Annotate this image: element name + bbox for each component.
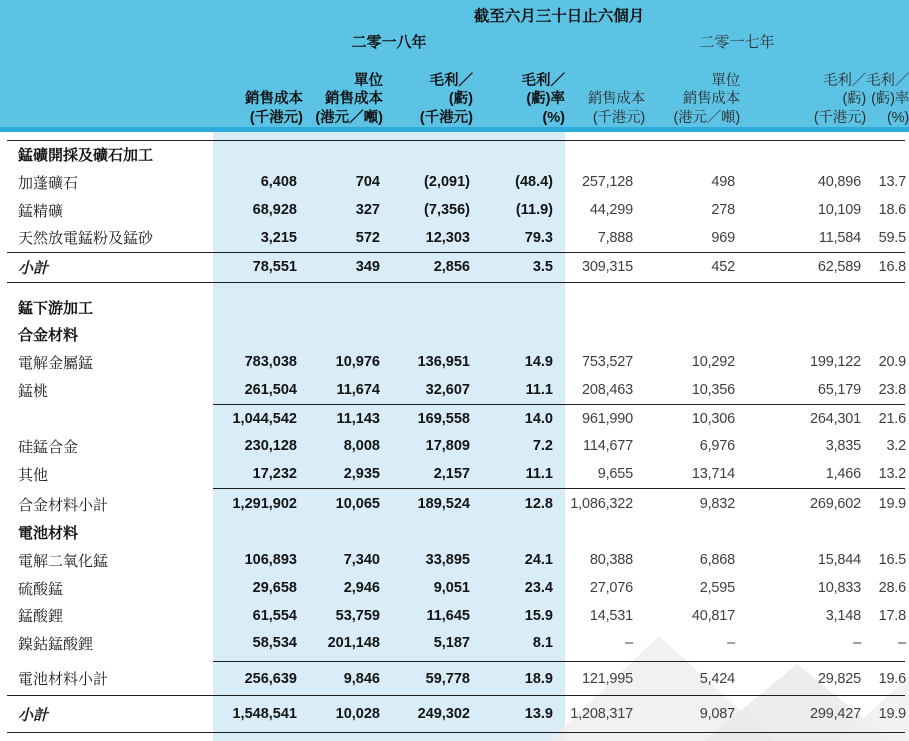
value-2017: 13,714 (691, 466, 735, 483)
value-2017: 10,356 (691, 382, 735, 399)
value-2018: 58,534 (252, 635, 297, 652)
value-2017: 5,424 (699, 670, 735, 687)
value-2018: 24.1 (524, 552, 553, 569)
value-2017: 28.6 (878, 580, 906, 597)
value-2017: 121,995 (581, 670, 633, 687)
value-2017: 11,584 (818, 229, 861, 246)
column-header-line: 銷售成本 (587, 91, 645, 107)
table-row (0, 224, 909, 252)
value-2018: 61,554 (252, 607, 297, 624)
value-2017: 199,122 (809, 354, 861, 371)
table-row (0, 547, 909, 575)
value-2017: 59.5 (878, 229, 906, 246)
value-2017: 15,844 (817, 552, 861, 569)
value-2017: 20.9 (878, 354, 906, 371)
column-header-line: (%) (542, 109, 565, 126)
row-label: 鎳鈷錳酸鋰 (18, 635, 94, 653)
value-2018: 59,778 (425, 670, 470, 687)
column-header-2017-2 (740, 52, 866, 130)
value-2018: 189,524 (417, 496, 470, 512)
value-2018: 29,658 (252, 580, 297, 597)
year-2017-label: 二零一七年 (699, 34, 775, 51)
column-header-line: (港元／噸) (315, 109, 383, 126)
value-2018: 10,065 (335, 496, 380, 512)
value-2017: 40,896 (817, 174, 861, 191)
value-2017: 16.5 (878, 552, 906, 569)
column-header-2018-2 (383, 52, 473, 130)
value-2018: 12.8 (524, 496, 553, 512)
table-row (0, 376, 909, 404)
value-2018: (48.4) (515, 174, 553, 191)
column-header-line: (虧)率 (526, 91, 565, 107)
row-label: 錳礦開採及礦石加工 (18, 147, 154, 165)
value-2018: 572 (355, 229, 380, 246)
table-row (0, 630, 909, 658)
value-2017: 10,306 (691, 410, 735, 427)
value-2018: 2,157 (433, 466, 470, 483)
value-2018: 230,128 (244, 438, 297, 455)
value-2017: 62,589 (817, 259, 861, 276)
value-2018: 68,928 (252, 202, 297, 219)
value-2018: 5,187 (433, 635, 470, 652)
value-2018: 256,639 (244, 670, 297, 687)
value-2017: 9,087 (699, 706, 735, 723)
value-2017: 10,292 (691, 354, 735, 371)
value-2018: 18.9 (524, 670, 553, 687)
spacer (0, 132, 909, 140)
column-header-line: 單位 (711, 72, 740, 89)
value-2017: 3,835 (825, 438, 861, 455)
value-2018: 8.1 (532, 635, 553, 652)
value-2017: 80,388 (589, 552, 633, 569)
column-header-line: (千港元) (249, 109, 303, 126)
value-2017: 10,109 (817, 202, 861, 219)
value-2017: 13.2 (878, 466, 906, 483)
value-2018: 9,846 (343, 670, 380, 687)
value-2017: – (898, 635, 906, 652)
value-2017: 23.8 (878, 382, 906, 399)
column-header-line: (虧)率 (871, 91, 909, 107)
value-2018: 1,044,542 (232, 410, 297, 427)
value-2018: 106,893 (244, 552, 297, 569)
value-2018: 11.1 (525, 466, 553, 483)
table-row (0, 169, 909, 197)
column-header-2018-1 (303, 52, 383, 130)
value-2018: 2,856 (433, 259, 470, 276)
value-2018: 3.5 (532, 259, 553, 276)
row-label: 合金材料小計 (18, 496, 109, 514)
value-2018: 13.9 (524, 706, 553, 723)
table-row (0, 349, 909, 377)
value-2017: 269,602 (809, 496, 861, 512)
column-headers (0, 52, 909, 130)
row-label: 錳精礦 (18, 202, 64, 220)
table-row (0, 405, 909, 433)
section-row (0, 141, 909, 169)
value-2018: 327 (355, 202, 380, 219)
value-2017: 309,315 (581, 259, 633, 276)
value-2017: 264,301 (809, 410, 861, 427)
value-2017: 961,990 (581, 410, 633, 427)
value-2017: 21.6 (878, 410, 906, 427)
column-header-line: 銷售成本 (682, 91, 740, 107)
value-2018: 32,607 (425, 382, 470, 399)
value-2018: 10,028 (335, 706, 380, 723)
column-header-line: (虧) (842, 91, 866, 107)
value-2017: 9,832 (699, 496, 735, 512)
column-header-line: (千港元) (813, 109, 866, 126)
value-2018: 79.3 (524, 229, 553, 246)
row-label: 電池材料小計 (18, 671, 109, 689)
value-2018: 2,946 (343, 580, 380, 597)
value-2017: 3,148 (825, 607, 861, 624)
value-2017: 3.2 (886, 438, 906, 455)
value-2017: 278 (711, 202, 735, 219)
value-2018: 11.1 (525, 382, 553, 399)
value-2018: 2,935 (343, 466, 380, 483)
value-2017: 257,128 (581, 174, 633, 191)
value-2018: 11,645 (426, 607, 470, 624)
value-2017: – (625, 635, 633, 652)
value-2018: 7,340 (343, 552, 380, 569)
column-header-line: (虧) (448, 91, 473, 107)
value-2018: 6,408 (260, 174, 297, 191)
column-header-line: 毛利／ (521, 72, 565, 89)
column-header-line: 單位 (354, 72, 383, 89)
value-2017: 969 (711, 229, 735, 246)
value-2017: 14,531 (589, 607, 633, 624)
row-label: 電解金屬錳 (18, 354, 94, 372)
column-header-2017-3 (866, 52, 909, 130)
value-2018: 3,215 (260, 229, 297, 246)
value-2017: 452 (711, 259, 735, 276)
value-2017: 40,817 (691, 607, 735, 624)
value-2017: 1,466 (825, 466, 861, 483)
column-header-line: 銷售成本 (245, 91, 303, 107)
subtotal-row (0, 662, 909, 695)
value-2017: 2,595 (699, 580, 735, 597)
value-2018: 704 (355, 174, 380, 191)
row-label: 小計 (18, 706, 49, 724)
value-2018: 17,232 (252, 466, 297, 483)
value-2018: 11,143 (336, 410, 380, 427)
row-label: 天然放電錳粉及錳砂 (18, 230, 154, 248)
value-2018: 23.4 (524, 580, 553, 597)
value-2017: 114,677 (583, 438, 633, 455)
value-2018: 14.9 (524, 354, 553, 371)
row-label: 錳酸鋰 (18, 608, 64, 626)
value-2017: 6,868 (699, 552, 735, 569)
period-title: 截至六月三十日止六個月 (473, 8, 645, 25)
row-label: 加蓬礦石 (18, 174, 79, 192)
row-label: 電池材料 (18, 525, 79, 543)
column-header-blank (0, 52, 213, 130)
table-row (0, 574, 909, 602)
row-label: 硫酸錳 (18, 580, 64, 598)
year-2018-label: 二零一八年 (351, 34, 427, 51)
value-2018: 9,051 (433, 580, 470, 597)
value-2018: 169,558 (417, 410, 470, 427)
column-header-2017-0 (565, 52, 645, 130)
column-header-line: (千港元) (419, 109, 473, 126)
column-header-2017-1 (645, 52, 740, 130)
table-body (0, 132, 909, 733)
value-2017: 16.8 (878, 259, 906, 276)
value-2018: 33,895 (425, 552, 470, 569)
table-row (0, 460, 909, 488)
value-2018: (2,091) (424, 174, 470, 191)
total-row (0, 253, 909, 282)
value-2017: 29,825 (817, 670, 861, 687)
value-2017: 27,076 (589, 580, 633, 597)
column-header-2018-3 (473, 52, 565, 130)
value-2018: 1,548,541 (232, 706, 297, 723)
value-2018: 783,038 (244, 354, 297, 371)
section-row (0, 294, 909, 322)
row-label: 合金材料 (18, 327, 79, 345)
column-header-line: 毛利／ (823, 72, 866, 89)
value-2018: (11.9) (515, 202, 553, 219)
value-2018: 17,809 (425, 438, 470, 455)
row-spacer (0, 283, 909, 294)
value-2017: 9,655 (597, 466, 633, 483)
section-row (0, 519, 909, 547)
divider-rule (7, 732, 905, 733)
value-2017: 19.9 (878, 706, 906, 723)
value-2017: 10,833 (817, 580, 861, 597)
table-row (0, 602, 909, 630)
value-2018: 201,148 (327, 635, 380, 652)
value-2018: 249,302 (417, 706, 470, 723)
value-2017: 299,427 (809, 706, 861, 723)
value-2017: 44,299 (589, 202, 633, 219)
total-row (0, 696, 909, 732)
row-label: 電解二氧化錳 (18, 552, 109, 570)
value-2018: 53,759 (335, 607, 380, 624)
value-2017: 498 (711, 174, 735, 191)
value-2018: 261,504 (244, 382, 297, 399)
column-header-2018-0 (213, 52, 303, 130)
value-2017: 1,208,317 (570, 706, 633, 723)
value-2017: 19.6 (878, 670, 906, 687)
value-2018: 8,008 (343, 438, 380, 455)
value-2017: 17.8 (878, 607, 906, 624)
column-header-line: 毛利／ (866, 72, 909, 89)
value-2017: – (853, 635, 861, 652)
value-2018: 11,674 (336, 382, 380, 399)
column-header-line: 毛利／ (429, 72, 473, 89)
value-2018: 1,291,902 (232, 496, 297, 512)
row-label: 小計 (18, 259, 49, 277)
value-2018: (7,356) (424, 202, 470, 219)
table-row (0, 196, 909, 224)
value-2017: – (727, 635, 735, 652)
table-header (0, 0, 909, 132)
value-2017: 18.6 (878, 202, 906, 219)
value-2017: 1,086,322 (570, 496, 633, 512)
row-label: 硅錳合金 (18, 438, 79, 456)
column-header-line: (%) (887, 109, 909, 126)
column-header-line: (港元／噸) (673, 109, 740, 126)
value-2017: 208,463 (581, 382, 633, 399)
subtotal-row (0, 489, 909, 519)
row-label: 其他 (18, 466, 49, 484)
column-header-line: 銷售成本 (325, 91, 383, 107)
row-label: 錳下游加工 (18, 299, 94, 317)
value-2017: 7,888 (597, 229, 633, 246)
value-2017: 6,976 (699, 438, 735, 455)
value-2017: 65,179 (817, 382, 861, 399)
value-2017: 13.7 (878, 174, 906, 191)
value-2018: 10,976 (335, 354, 380, 371)
column-header-line: (千港元) (592, 109, 645, 126)
value-2017: 19.9 (878, 496, 906, 512)
value-2018: 136,951 (417, 354, 470, 371)
row-label: 錳桃 (18, 382, 49, 400)
value-2018: 78,551 (252, 259, 297, 276)
value-2018: 15.9 (524, 607, 553, 624)
table-row (0, 433, 909, 461)
value-2018: 7.2 (532, 438, 553, 455)
value-2018: 14.0 (524, 410, 553, 427)
value-2017: 753,527 (581, 354, 633, 371)
section-row (0, 321, 909, 349)
value-2018: 349 (355, 259, 380, 276)
value-2018: 12,303 (425, 229, 470, 246)
